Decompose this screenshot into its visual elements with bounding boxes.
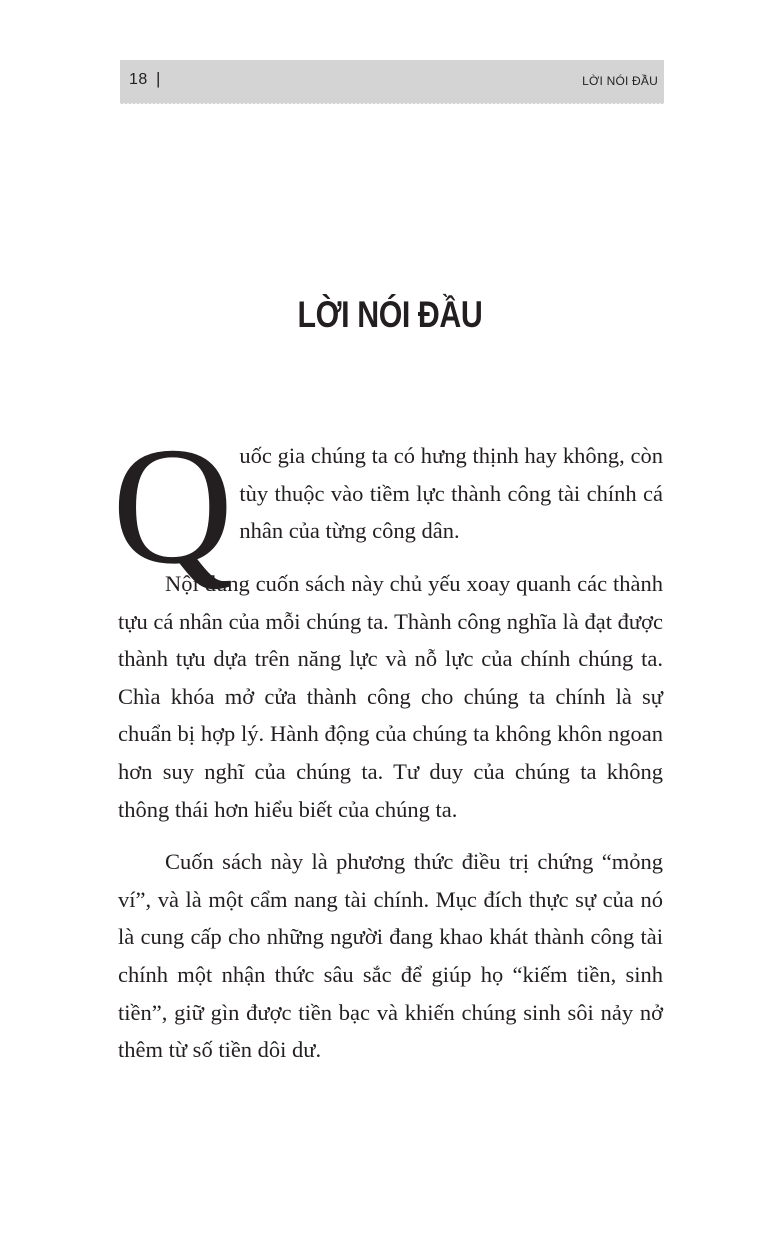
paragraph-3: Cuốn sách này là phương thức điều trị chứng “mỏng ví”, và là một cẩm nang tài chính. Mục đích thực sự của nó là cung cấp cho những người đang khao khát thành công tài chính một nhận thức sâu sắc để giúp họ “kiếm tiền, sinh tiền”, giữ gìn được tiền bạc và khiến chúng sinh sôi nảy nở thêm từ số tiền dôi dư. [118,849,663,1063]
running-head-title: LỜI NÓI ĐẦU [582,74,658,88]
header-separator: | [156,69,161,88]
paragraph-1 [112,413,663,599]
body-text [112,413,663,1069]
paragraph-1-text: uốc gia chúng ta có hưng thịnh hay không, còn tùy thuộc vào tiềm lực thành công tài chính cá nhân của từng công dân. [239,443,663,544]
paragraph-2: Nội dung cuốn sách này chủ yếu xoay quanh các thành tựu cá nhân của mỗi chúng ta. Thành công nghĩa là đạt được thành tựu dựa trên năng lực và nỗ lực của chính chúng ta. Chìa khóa mở cửa thành công cho chúng ta chính là sự chuẩn bị hợp lý. Hành động của chúng ta không khôn ngoan hơn suy nghĩ của chúng ta. Tư duy của chúng ta không thông thái hơn hiểu biết của chúng ta. [118,571,663,822]
drop-cap: Q [112,413,234,599]
page-number: 18 [129,71,148,88]
running-header [120,60,664,102]
chapter-title: LỜI NÓI ĐẦU [297,294,483,335]
